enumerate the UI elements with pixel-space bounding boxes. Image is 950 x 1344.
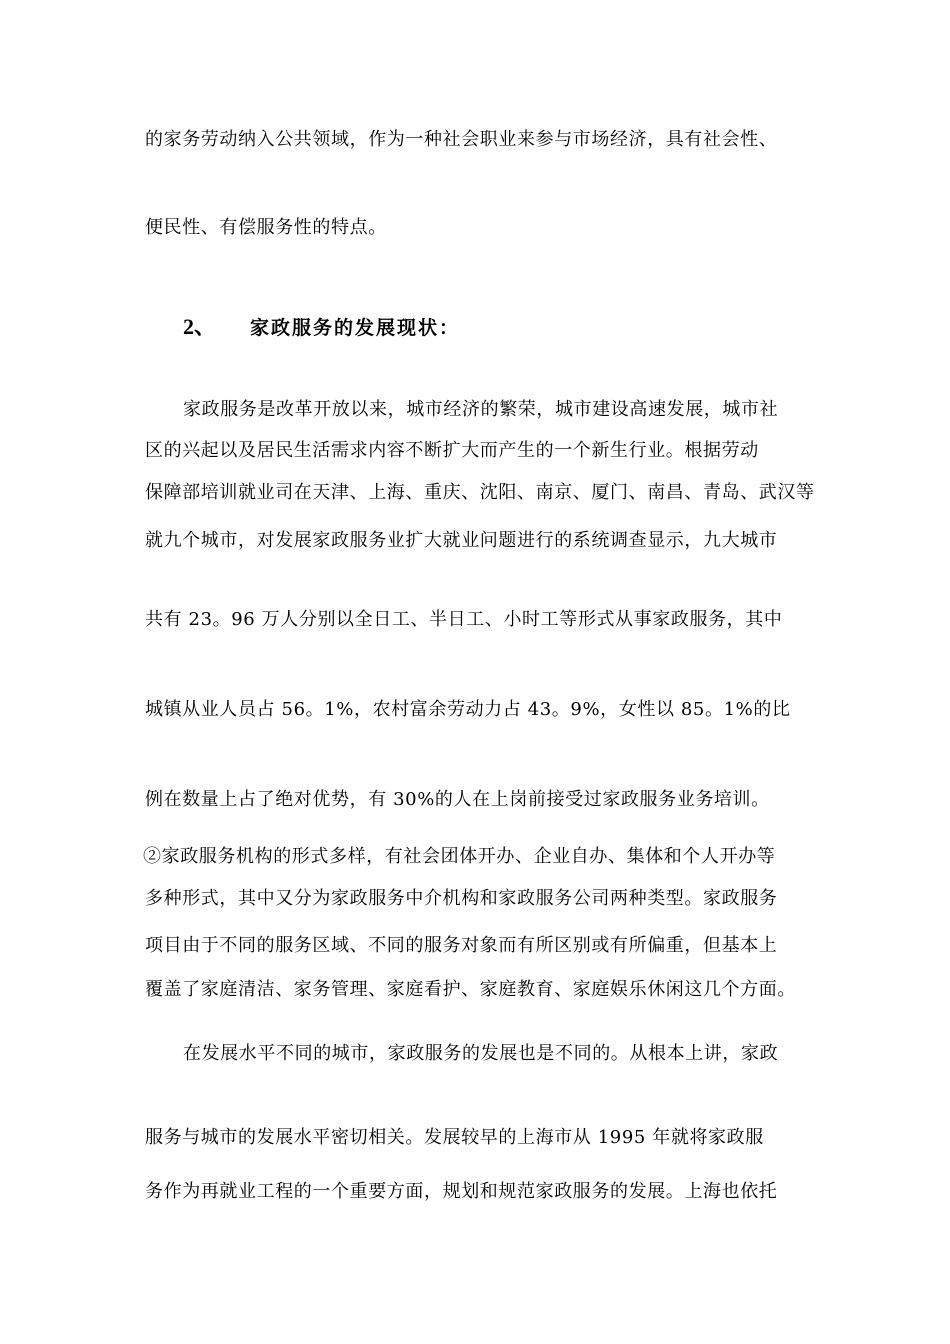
text-line: 区的兴起以及居民生活需求内容不断扩大而产生的一个新生行业。根据劳动 [145,440,759,461]
section-heading [183,314,460,341]
text-line: 就九个城市，对发展家政服务业扩大就业问题进行的系统调查显示，九大城市 [145,530,778,551]
text-line: ②家政服务机构的形式多样，有社会团体开办、企业自办、集体和个人开办等 [143,846,776,867]
text-line: 项目由于不同的服务区域、不同的服务对象而有所区别或有所偏重，但基本上 [145,935,778,956]
text-line: 共有 23。96 万人分别以全日工、半日工、小时工等形式从事家政服务，其中 [145,609,783,630]
text-line: 务作为再就业工程的一个重要方面，规划和规范家政服务的发展。上海也依托 [145,1181,778,1202]
text-line: 在发展水平不同的城市，家政服务的发展也是不同的。从根本上讲，家政 [183,1043,779,1064]
text-line: 保障部培训就业司在天津、上海、重庆、沈阳、南京、厦门、南昌、青岛、武汉等 [145,482,815,503]
section-title: 家政服务的发展现状： [250,317,461,339]
text-line: 例在数量上占了绝对优势，有 30%的人在上岗前接受过家政服务业务培训。 [145,789,770,810]
text-line: 便民性、有偿服务性的特点。 [145,217,387,238]
section-number: 2、 [183,314,217,339]
text-line: 覆盖了家庭清洁、家务管理、家庭看护、家庭教育、家庭娱乐休闲这几个方面。 [145,979,796,1000]
text-line: 多种形式，其中又分为家政服务中介机构和家政服务公司两种类型。家政服务 [145,888,778,909]
text-line: 家政服务是改革开放以来，城市经济的繁荣，城市建设高速发展，城市社 [183,399,779,420]
text-line: 的家务劳动纳入公共领域，作为一种社会职业来参与市场经济，具有社会性、 [145,129,778,150]
text-line: 城镇从业人员占 56。1%，农村富余劳动力占 43。9%，女性以 85。1%的比 [145,699,791,720]
text-line: 服务与城市的发展水平密切相关。发展较早的上海市从 1995 年就将家政服 [145,1127,764,1148]
